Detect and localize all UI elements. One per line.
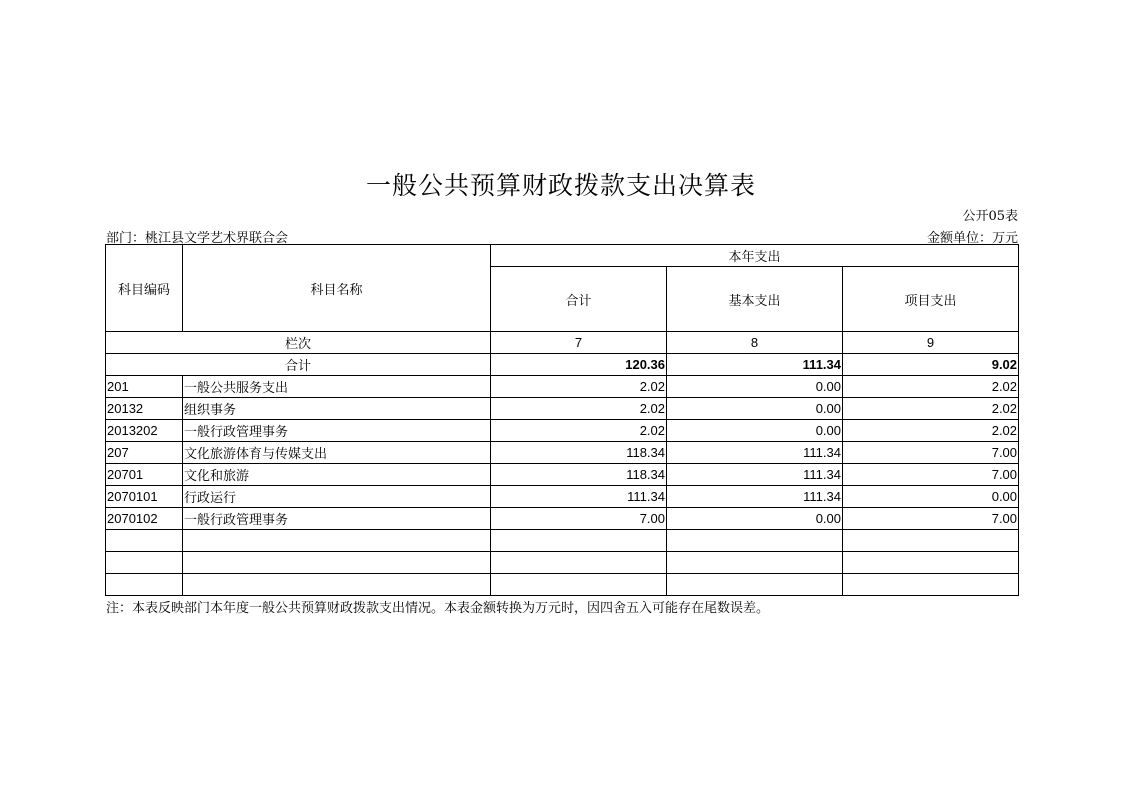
header-name: 科目名称 <box>183 245 491 332</box>
row-code: 2070101 <box>106 486 183 508</box>
row-project: 2.02 <box>843 420 1019 442</box>
total-basic: 111.34 <box>667 354 843 376</box>
row-project: 7.00 <box>843 464 1019 486</box>
page-title: 一般公共预算财政拨款支出决算表 <box>365 171 756 200</box>
row-code: 20701 <box>106 464 183 486</box>
row-project: 7.00 <box>843 442 1019 464</box>
row-basic: 0.00 <box>667 376 843 398</box>
table-row <box>106 420 1019 442</box>
row-basic: 0.00 <box>667 398 843 420</box>
total-project: 9.02 <box>843 354 1019 376</box>
row-code: 2013202 <box>106 420 183 442</box>
total-label: 合计 <box>106 354 491 376</box>
table-row <box>106 508 1019 530</box>
total-row <box>106 354 1019 376</box>
row-basic: 111.34 <box>667 464 843 486</box>
row-project: 2.02 <box>843 376 1019 398</box>
row-total: 7.00 <box>491 508 667 530</box>
col-index-project: 9 <box>843 332 1019 354</box>
form-code: 公开05表 <box>962 209 1018 224</box>
table-row <box>106 442 1019 464</box>
row-name: 文化和旅游 <box>183 464 491 486</box>
row-project: 2.02 <box>843 398 1019 420</box>
col-index-label: 栏次 <box>106 332 491 354</box>
empty-row <box>106 552 1019 574</box>
row-basic: 111.34 <box>667 442 843 464</box>
empty-row <box>106 530 1019 552</box>
col-index-total: 7 <box>491 332 667 354</box>
expenditure-table <box>105 244 1019 596</box>
header-project: 项目支出 <box>843 267 1019 332</box>
table-row <box>106 398 1019 420</box>
row-code: 20132 <box>106 398 183 420</box>
row-project: 0.00 <box>843 486 1019 508</box>
row-total: 2.02 <box>491 398 667 420</box>
row-total: 2.02 <box>491 420 667 442</box>
row-basic: 0.00 <box>667 508 843 530</box>
row-name: 一般公共服务支出 <box>183 376 491 398</box>
table-row <box>106 486 1019 508</box>
row-name: 文化旅游体育与传媒支出 <box>183 442 491 464</box>
col-index-basic: 8 <box>667 332 843 354</box>
footnote: 注：本表反映部门本年度一般公共预算财政拨款支出情况。本表金额转换为万元时，因四舍五入可能存在尾数误差。 <box>106 601 770 616</box>
header-group: 本年支出 <box>491 245 1019 267</box>
row-code: 201 <box>106 376 183 398</box>
row-name: 一般行政管理事务 <box>183 420 491 442</box>
row-name: 行政运行 <box>183 486 491 508</box>
row-name: 组织事务 <box>183 398 491 420</box>
row-total: 118.34 <box>491 442 667 464</box>
row-project: 7.00 <box>843 508 1019 530</box>
table-row <box>106 464 1019 486</box>
row-total: 111.34 <box>491 486 667 508</box>
header-total: 合计 <box>491 267 667 332</box>
row-basic: 111.34 <box>667 486 843 508</box>
row-total: 2.02 <box>491 376 667 398</box>
header-basic: 基本支出 <box>667 267 843 332</box>
row-basic: 0.00 <box>667 420 843 442</box>
row-code: 207 <box>106 442 183 464</box>
table-row <box>106 376 1019 398</box>
row-code: 2070102 <box>106 508 183 530</box>
empty-row <box>106 574 1019 596</box>
row-name: 一般行政管理事务 <box>183 508 491 530</box>
row-total: 118.34 <box>491 464 667 486</box>
unit-label: 金额单位：万元 <box>926 231 1018 246</box>
total-total: 120.36 <box>491 354 667 376</box>
department-label: 部门：桃江县文学艺术界联合会 <box>106 231 289 246</box>
header-code: 科目编码 <box>106 245 183 332</box>
